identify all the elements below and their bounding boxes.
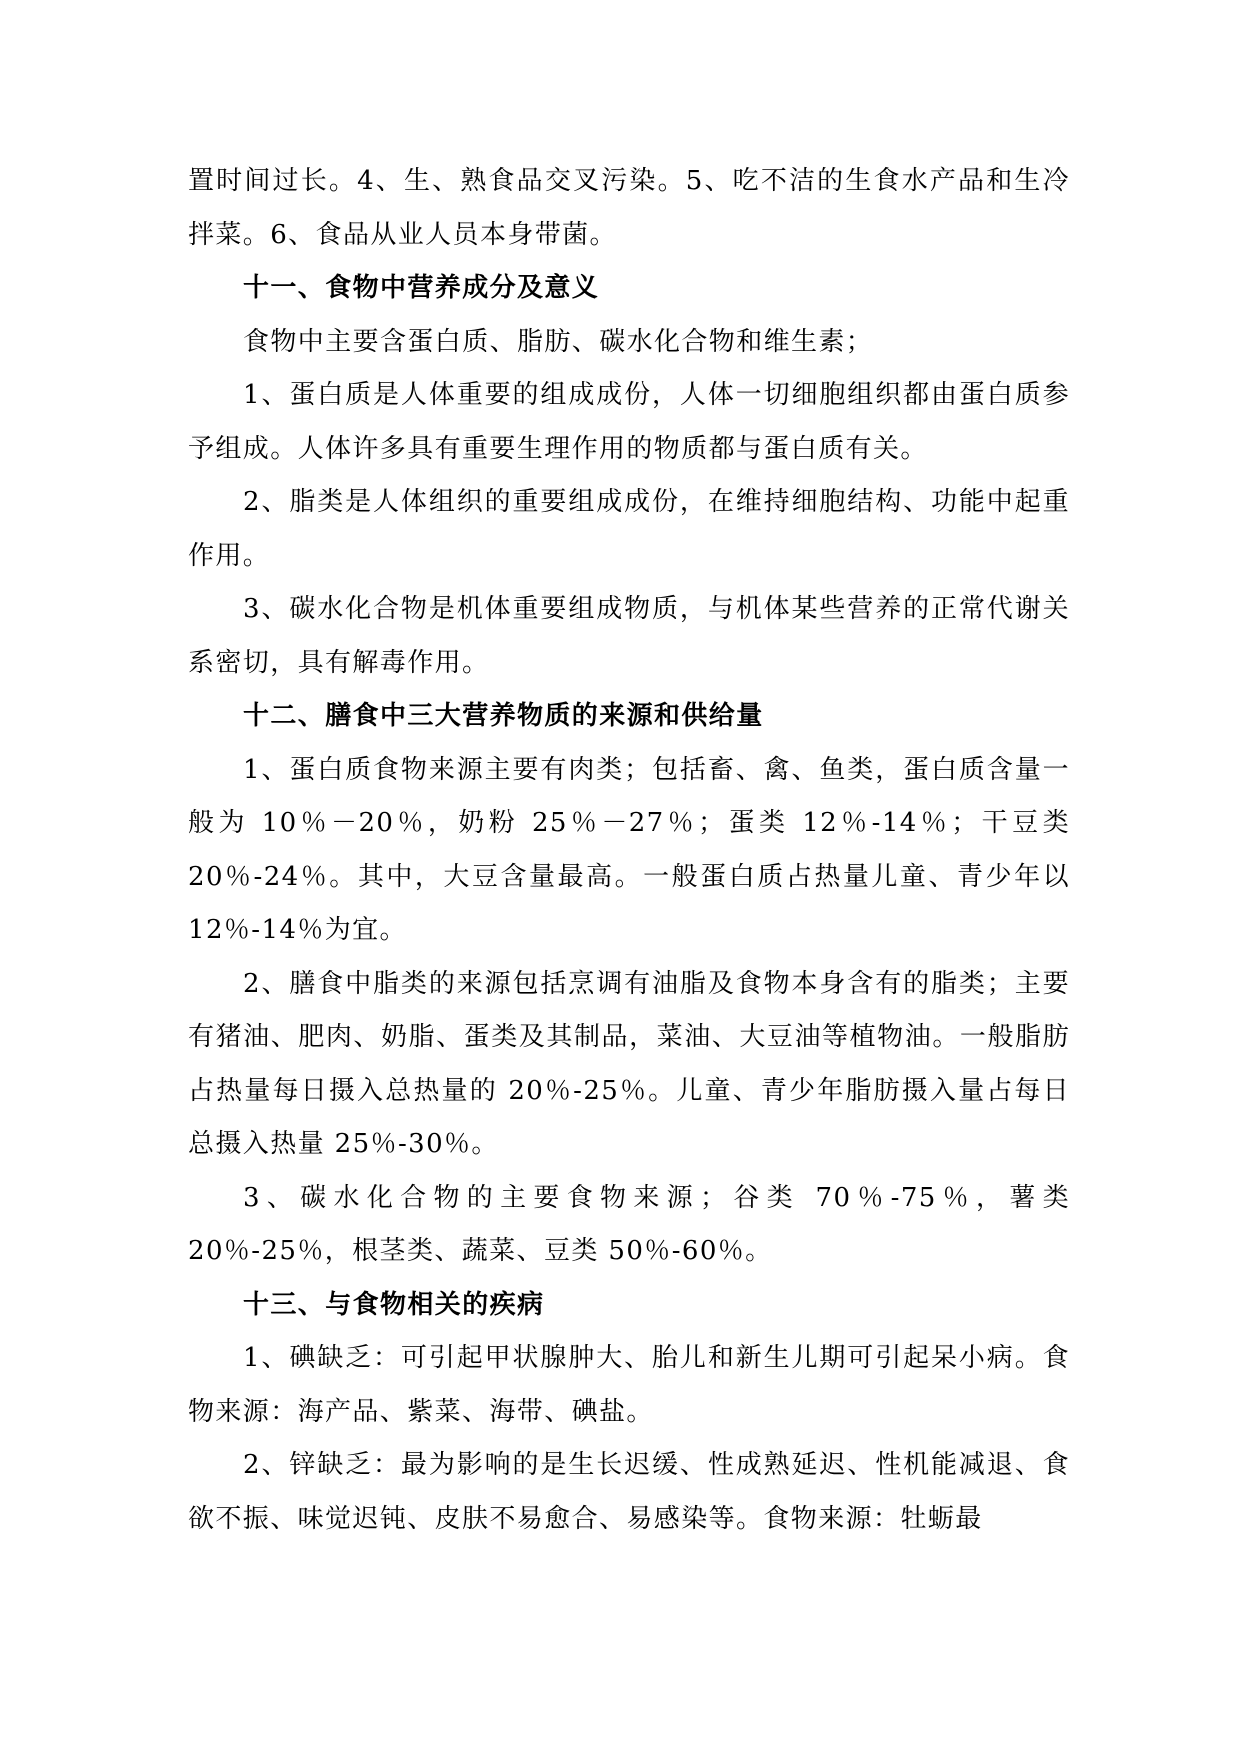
paragraph: 1、蛋白质食物来源主要有肉类；包括畜、禽、鱼类，蛋白质含量一般为 10％－20％，奶粉 25％－27％；蛋类 12％-14％；干豆类 20％-24％。其中，大豆含量最高。一般蛋白质占热量儿童、青少年以 12％-14％为宜。 xyxy=(188,754,1070,945)
section-heading-12: 十二、膳食中三大营养物质的来源和供给量 xyxy=(243,701,764,731)
paragraph-continuation: 置时间过长。4、生、熟食品交叉污染。5、吃不洁的生食水产品和生冷拌菜。6、食品从业人员本身带菌。 xyxy=(188,166,1070,250)
paragraph: 2、脂类是人体组织的重要组成成份，在维持细胞结构、功能中起重作用。 xyxy=(188,487,1070,571)
section-heading-11: 十一、食物中营养成分及意义 xyxy=(243,273,600,303)
paragraph: 3、碳水化合物的主要食物来源；谷类 70％-75％，薯类 20％-25％，根茎类、蔬菜、豆类 50％-60％。 xyxy=(188,1182,1070,1266)
paragraph: 食物中主要含蛋白质、脂肪、碳水化合物和维生素； xyxy=(243,326,874,357)
paragraph: 1、碘缺乏：可引起甲状腺肿大、胎儿和新生儿期可引起呆小病。食物来源：海产品、紫菜、海带、碘盐。 xyxy=(188,1343,1070,1427)
paragraph: 2、锌缺乏：最为影响的是生长迟缓、性成熟延迟、性机能减退、食欲不振、味觉迟钝、皮肤不易愈合、易感染等。食物来源：牡蛎最 xyxy=(188,1450,1070,1534)
paragraph: 2、膳食中脂类的来源包括烹调有油脂及食物本身含有的脂类；主要有猪油、肥肉、奶脂、蛋类及其制品，菜油、大豆油等植物油。一般脂肪占热量每日摄入总热量的 20％-25％。儿童、青少年脂肪摄入量占每日总摄入热量 25％-30％。 xyxy=(188,968,1070,1159)
paragraph: 3、碳水化合物是机体重要组成物质，与机体某些营养的正常代谢关系密切，具有解毒作用。 xyxy=(188,594,1070,678)
document-body xyxy=(188,155,1070,1546)
section-heading-13: 十三、与食物相关的疾病 xyxy=(243,1289,545,1320)
paragraph: 1、蛋白质是人体重要的组成成份，人体一切细胞组织都由蛋白质参予组成。人体许多具有重要生理作用的物质都与蛋白质有关。 xyxy=(188,380,1070,464)
